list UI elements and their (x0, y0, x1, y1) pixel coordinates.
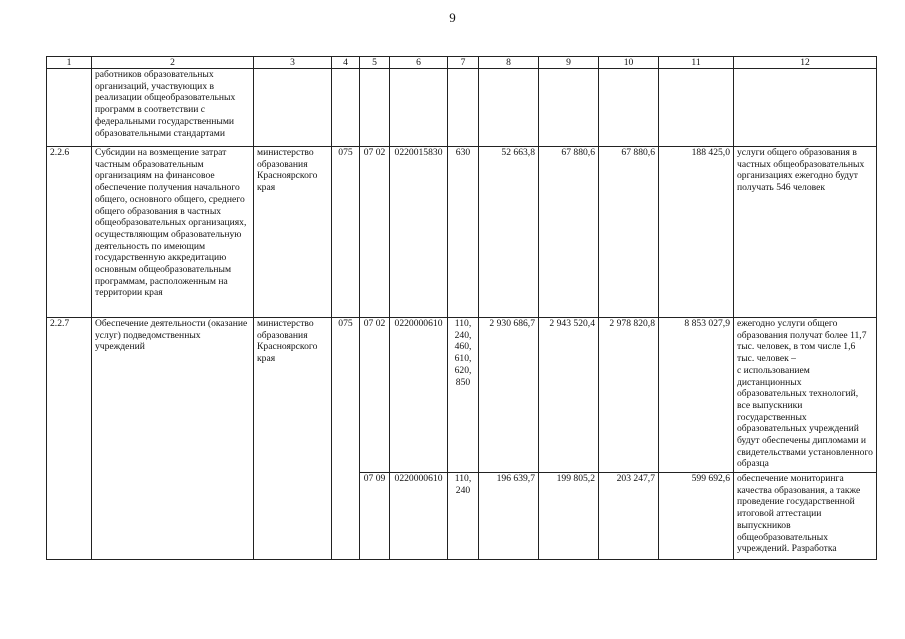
row-number (47, 69, 92, 147)
expense-type: 630 (448, 147, 479, 318)
amount-total: 8 853 027,9 (659, 318, 734, 473)
admin-code: 075 (332, 318, 360, 560)
amount-total: 599 692,6 (659, 473, 734, 560)
amount-total: 188 425,0 (659, 147, 734, 318)
amount-year-3: 203 247,7 (599, 473, 659, 560)
amount-year-3 (599, 69, 659, 147)
column-header: 5 (360, 57, 390, 69)
target-code: 0220015830 (390, 147, 448, 318)
table-header-row (47, 57, 877, 69)
column-header: 2 (92, 57, 254, 69)
column-header: 1 (47, 57, 92, 69)
amount-year-3: 67 880,6 (599, 147, 659, 318)
measure-name: работников образовательных организаций, участвующих в реализации общеобразовательных программ в соответствии с федеральными государственными образовательными стандартами (92, 69, 254, 147)
amount-year-1 (479, 69, 539, 147)
measure-name: Обеспечение деятельности (оказание услуг) подведомственных учреждений (92, 318, 254, 560)
expense-type (448, 69, 479, 147)
expected-result: ежегодно услуги общего образования получат более 11,7 тыс. человек, в том числе 1,6 тыс. человек – с использованием дистанционных образовательных технологий, все выпускники государственных образовательных учреждений будут обеспечены дипломами и свидетельствами установленного образца (734, 318, 877, 473)
admin-code (332, 69, 360, 147)
target-code (390, 69, 448, 147)
column-header: 4 (332, 57, 360, 69)
section-code: 07 02 (360, 318, 390, 473)
amount-year-2: 67 880,6 (539, 147, 599, 318)
administrator (254, 69, 332, 147)
budget-table (46, 56, 877, 560)
amount-year-1: 52 663,8 (479, 147, 539, 318)
column-header: 8 (479, 57, 539, 69)
column-header: 10 (599, 57, 659, 69)
administrator: министерство образования Красноярского края (254, 318, 332, 560)
target-code: 0220000610 (390, 473, 448, 560)
column-header: 6 (390, 57, 448, 69)
row-number: 2.2.6 (47, 147, 92, 318)
amount-total (659, 69, 734, 147)
section-code: 07 02 (360, 147, 390, 318)
column-header: 9 (539, 57, 599, 69)
administrator: министерство образования Красноярского края (254, 147, 332, 318)
table-row (47, 318, 877, 473)
measure-name: Субсидии на возмещение затрат частным образовательным организациям на финансовое обеспечение получения начального общего, основного общего, среднего общего образования в частных общеобразовательных организациях, осуществляющим образовательную деятельность по имеющим государственную аккредитацию основным общеобразовательным программам, расположенным на территории края (92, 147, 254, 318)
expense-type: 110, 240, 460, 610, 620, 850 (448, 318, 479, 473)
expected-result (734, 69, 877, 147)
expected-result: обеспечение мониторинга качества образования, а также проведение государственной итоговой аттестации выпускников общеобразовательных учреждений. Разработка (734, 473, 877, 560)
column-header: 3 (254, 57, 332, 69)
amount-year-2: 2 943 520,4 (539, 318, 599, 473)
expected-result: услуги общего образования в частных общеобразовательных организациях ежегодно будут получать 546 человек (734, 147, 877, 318)
target-code: 0220000610 (390, 318, 448, 473)
table-row (47, 69, 877, 147)
amount-year-3: 2 978 820,8 (599, 318, 659, 473)
amount-year-1: 2 930 686,7 (479, 318, 539, 473)
column-header: 12 (734, 57, 877, 69)
admin-code: 075 (332, 147, 360, 318)
amount-year-1: 196 639,7 (479, 473, 539, 560)
row-number: 2.2.7 (47, 318, 92, 560)
page-number: 9 (449, 10, 456, 25)
section-code (360, 69, 390, 147)
expense-type: 110, 240 (448, 473, 479, 560)
table-row (47, 147, 877, 318)
column-header: 7 (448, 57, 479, 69)
section-code: 07 09 (360, 473, 390, 560)
column-header: 11 (659, 57, 734, 69)
amount-year-2 (539, 69, 599, 147)
amount-year-2: 199 805,2 (539, 473, 599, 560)
